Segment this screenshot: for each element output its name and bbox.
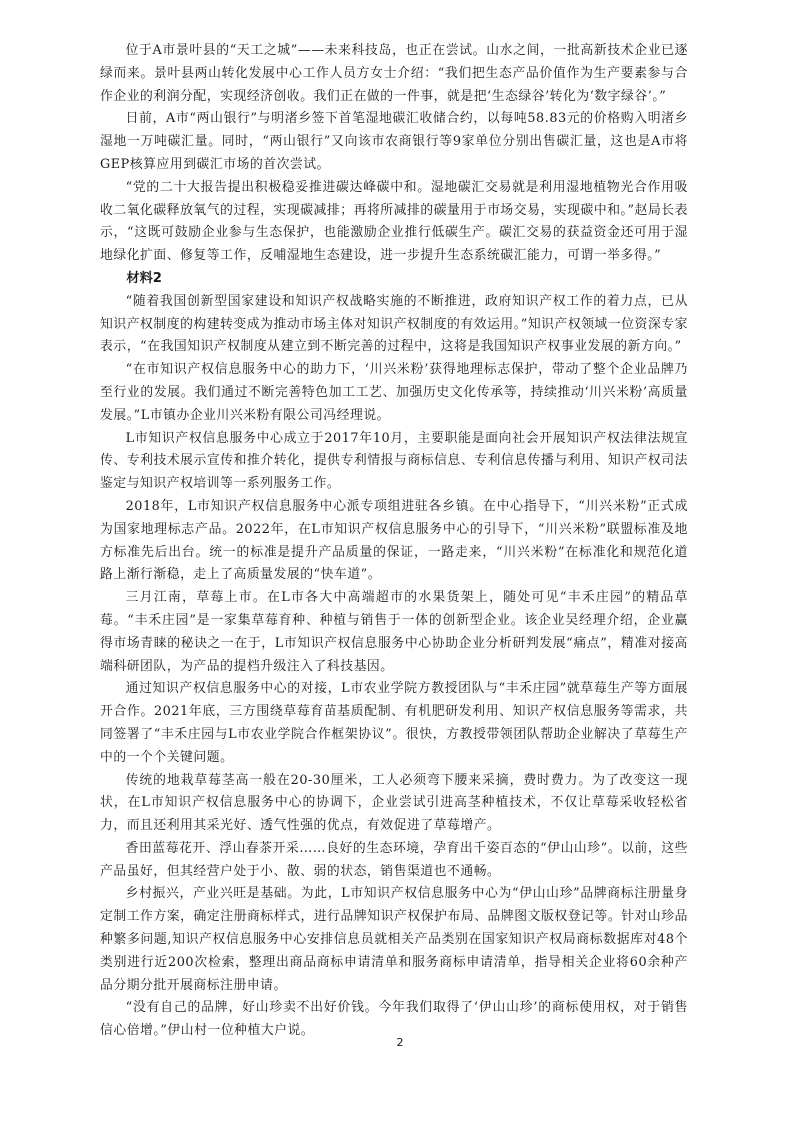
- paragraph: 通过知识产权信息服务中心的对接，L市农业学院方教授团队与“丰禾庄园”就草莓生产等方面展开合作。2021年底，三方围绕草莓育苗基质配制、有机肥研发利用、知识产权信息服务等需求，共同签署了“丰禾庄园与L市农业学院合作框架协议”。很快，方教授带领团队帮助企业解决了草莓生产中的一个个关键问题。: [100, 681, 688, 765]
- paragraph: “党的二十大报告提出积极稳妥推进碳达峰碳中和。湿地碳汇交易就是利用湿地植物光合作用吸收二氧化碳释放氧气的过程，实现碳减排；再将所减排的碳量用于市场交易，实现碳中和。”赵局长表示，“这既可鼓励企业参与生态保护，也能激励企业推行低碳生产。碳汇交易的获益资金还可用于湿地绿化扩面、修复等工作，反哺湿地生态建设，进一步提升生态系统碳汇能力，可谓一举多得。”: [100, 179, 688, 264]
- page-body: [100, 40, 688, 1043]
- page-number: 2: [396, 1036, 404, 1049]
- paragraph: 2018年，L市知识产权信息服务中心派专项组进驻各乡镇。在中心指导下，“川兴米粉”正式成为国家地理标志产品。2022年，在L市知识产权信息服务中心的引导下，“川兴米粉”联盟标准及地方标准先后出台。统一的标准是提升产品质量的保证，一路走来，“川兴米粉”在标准化和规范化道路上渐行渐稳，走上了高质量发展的“快车道”。: [100, 498, 688, 583]
- paragraph: 香田蓝莓花开、浮山春茶开采……良好的生态环境，孕育出千姿百态的“伊山山珍”。以前，这些产品虽好，但其经营户处于小、散、弱的状态，销售渠道也不通畅。: [100, 840, 688, 879]
- paragraph: “在市知识产权信息服务中心的助力下，‘川兴米粉’获得地理标志保护，带动了整个企业品牌乃至行业的发展。我们通过不断完善特色加工工艺、加强历史文化传承等，持续推动‘川兴米粉’高质量发展。”L市镇办企业川兴米粉有限公司冯经理说。: [100, 362, 688, 423]
- paragraph: L市知识产权信息服务中心成立于2017年10月，主要职能是面向社会开展知识产权法律法规宣传、专利技术展示宣传和推介转化，提供专利情报与商标信息、专利信息传播与利用、知识产权司法鉴定与知识产权培训等一系列服务工作。: [100, 430, 688, 492]
- paragraph: 日前，A市“两山银行”与明渚乡签下首笔湿地碳汇收储合约，以每吨58.83元的价格购入明渚乡湿地一万吨碳汇量。同时，“两山银行”又向该市农商银行等9家单位分别出售碳汇量，这也是A市将GEP核算应用到碳汇市场的首次尝试。: [100, 111, 688, 172]
- paragraph: “没有自己的品牌，好山珍卖不出好价钱。今年我们取得了‘伊山山珍’的商标使用权，对于销售信心倍增。”伊山村一位种植大户说。: [100, 1000, 688, 1039]
- section-heading: 材料2: [126, 270, 162, 286]
- paragraph: 位于A市景叶县的“天工之城”——未来科技岛，也正在尝试。山水之间，一批高新技术企业已逐绿而来。景叶县两山转化发展中心工作人员方女士介绍：“我们把生态产品价值作为生产要素参与合作企业的利润分配，实现经济创收。我们正在做的一件事，就是把‘生态绿谷’转化为‘数字绿谷’。”: [100, 43, 688, 104]
- paragraph: 乡村振兴，产业兴旺是基础。为此，L市知识产权信息服务中心为“伊山山珍”品牌商标注册量身定制工作方案，确定注册商标样式，进行品牌知识产权保护布局、品牌图文版权登记等。针对山珍品种繁多问题,知识产权信息服务中心安排信息员就相关产品类别在国家知识产权局商标数据库对48个类别进行近200次检索，整理出商品商标申请清单和服务商标申请清单，指导相关企业将60余种产品分期分批开展商标注册申请。: [100, 886, 688, 993]
- paragraph: “随着我国创新型国家建设和知识产权战略实施的不断推进，政府知识产权工作的着力点，已从知识产权制度的构建转变成为推动市场主体对知识产权制度的有效运用。”知识产权领域一位资深专家表示，“在我国知识产权制度从建立到不断完善的过程中，这将是我国知识产权事业发展的新方向。”: [100, 293, 688, 355]
- paragraph: 传统的地栽草莓茎高一般在20-30厘米，工人必须弯下腰来采摘，费时费力。为了改变这一现状，在L市知识产权信息服务中心的协调下，企业尝试引进高茎种植技术，不仅让草莓采收轻松省力，而且还利用其采光好、透气性强的优点，有效促进了草莓增产。: [100, 772, 688, 834]
- paragraph: 三月江南，草莓上市。在L市各大中高端超市的水果货架上，随处可见“丰禾庄园”的精品草莓。“丰禾庄园”是一家集草莓育种、种植与销售于一体的创新型企业。该企业吴经理介绍，企业赢得市场青睐的秘诀之一在于，L市知识产权信息服务中心协助企业分析研判发展“痛点”，精准对接高端科研团队，为产品的提档升级注入了科技基因。: [100, 590, 688, 674]
